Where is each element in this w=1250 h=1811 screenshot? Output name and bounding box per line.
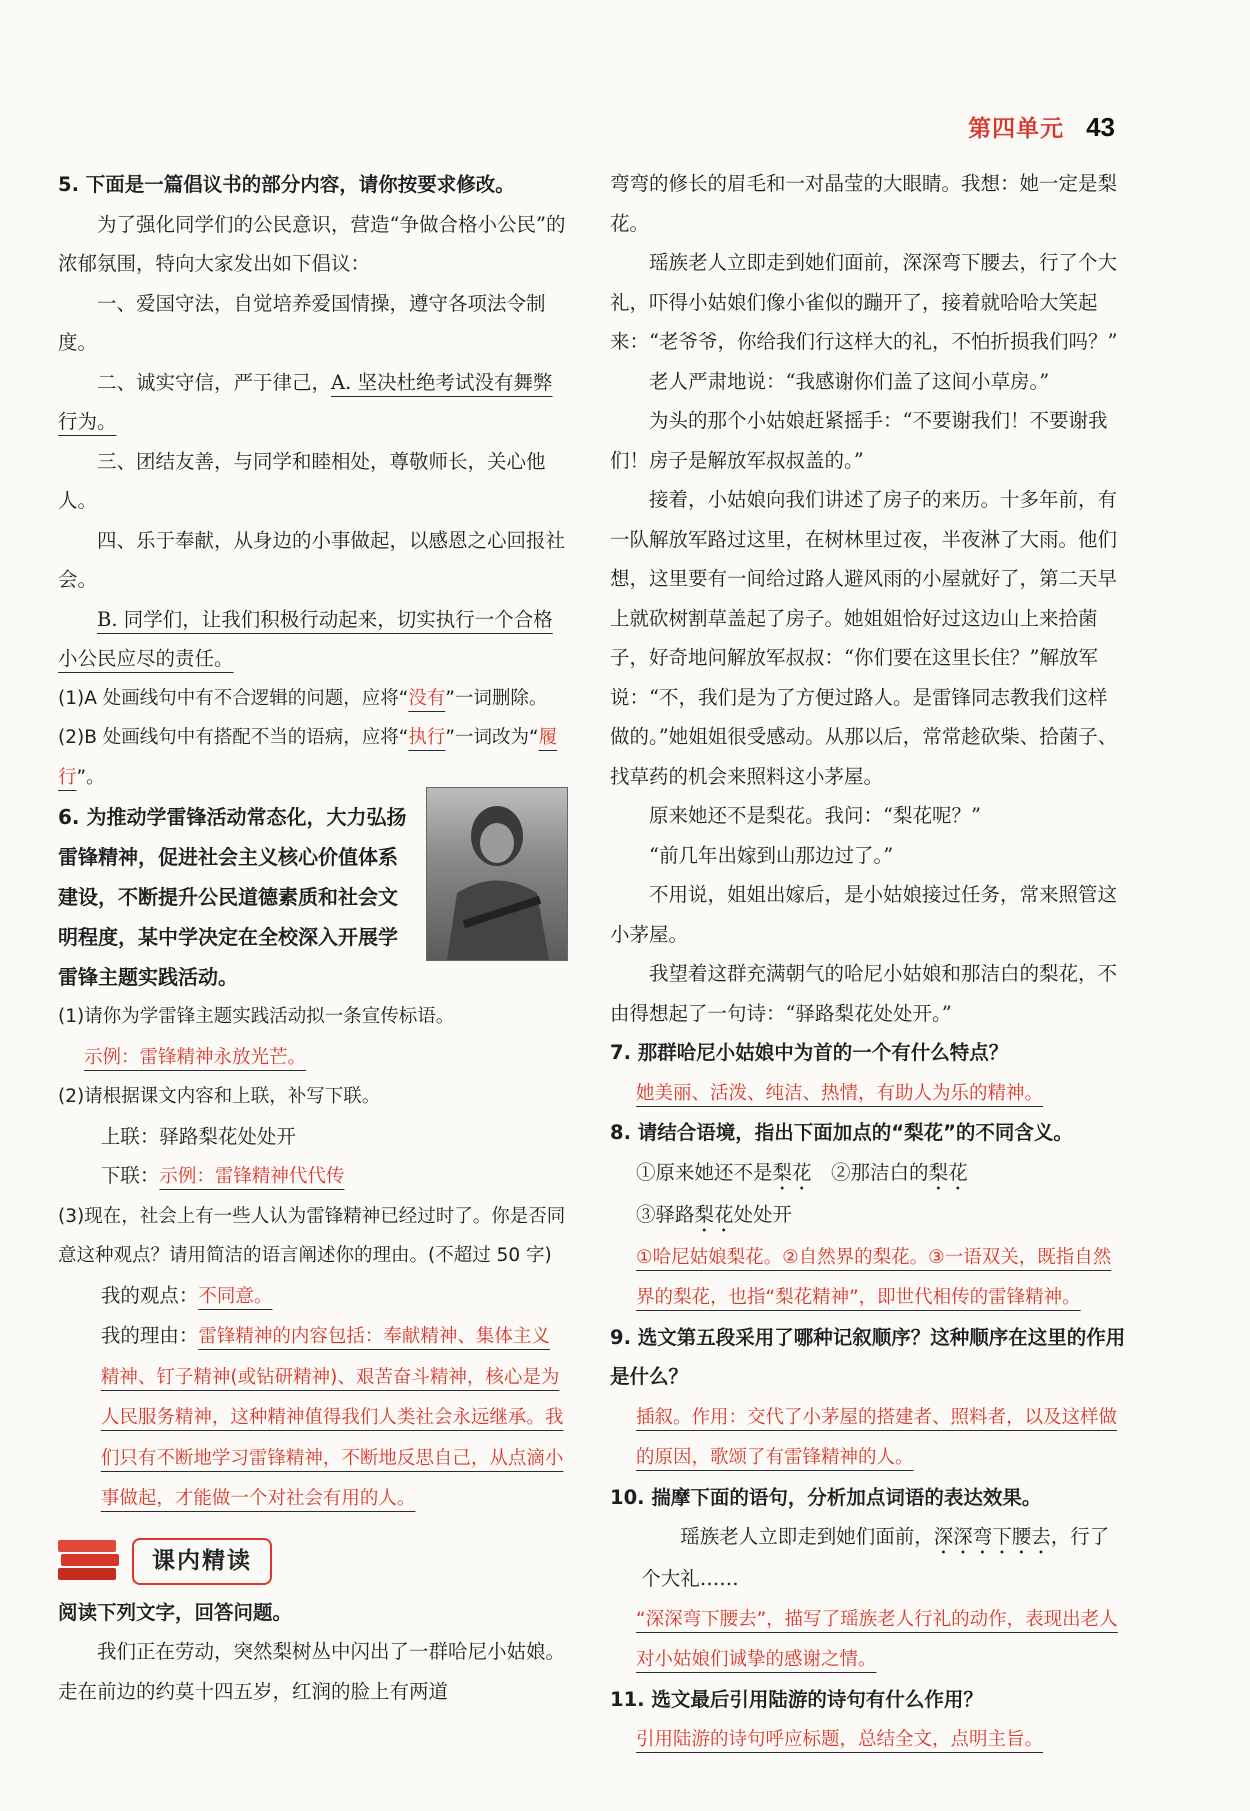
q8-item-1-dotted: 梨花 — [772, 1160, 812, 1184]
q5-sub-1 — [58, 679, 568, 719]
section-title: 课内精读 — [132, 1538, 272, 1586]
passage-p5: 接着，小姑娘向我们讲述了房子的来历。十多年前，有一队解放军路过这里，在树林里过夜，半夜淋了大雨。他们想，这里要有一间给过路人避风雨的小屋就好了，第二天早上就砍树割草盖起了房子。她姐姐恰好过这边山上来拾菌子，好奇地问解放军叔叔：“你们要在这里长住？”解放军说：“不，我们是为了方便过路人。是雷锋同志教我们这样做的。”她姐姐很受感动。从那以后，常常趁砍柴、拾菌子、找草药的机会来照料这小茅屋。 — [610, 488, 1118, 788]
question-5-title: 5. 下面是一篇倡议书的部分内容，请你按要求修改。 — [58, 173, 515, 196]
passage-p2: 瑶族老人立即走到她们面前，深深弯下腰去，行了个大礼，吓得小姑娘们像小雀似的蹦开了，接着就哈哈大笑起来：“老爷爷，你给我们行这样大的礼，不怕折损我们吗？” — [610, 251, 1118, 353]
q8-answer-line — [610, 1237, 1126, 1318]
q6-sub-2: (2)请根据课文内容和上联，补写下联。 — [58, 1086, 381, 1107]
passage-p4: 为头的那个小姑娘赶紧摇手：“不要谢我们！不要谢我们！房子是解放军叔叔盖的。” — [610, 409, 1108, 472]
q8-items-row-2 — [610, 1195, 1126, 1237]
question-6-title: 6. 为推动学雷锋活动常态化，大力弘扬雷锋精神，促进社会主义核心价值体系建设，不断提升公民道德素质和社会文明程度，某中学决定在全校深入开展学雷锋主题实践活动。 — [58, 805, 407, 989]
question-8-title: 8. 请结合语境，指出下面加点的“梨花”的不同含义。 — [610, 1121, 1073, 1144]
passage-p6: 原来她还不是梨花。我问：“梨花呢？” — [649, 804, 981, 827]
q5-s1-text-a: (1)A 处画线句中有不合逻辑的问题，应将“ — [58, 687, 409, 709]
q8-item-3-text-a: ③驿路 — [636, 1202, 695, 1226]
q10-answer-line — [610, 1599, 1126, 1680]
q10-answer[interactable]: “深深弯下腰去”，描写了瑶族老人行礼的动作，表现出老人对小姑娘们诚挚的感谢之情。 — [636, 1608, 1118, 1670]
q11-answer-line — [610, 1719, 1126, 1760]
q5-paragraph-4: 三、团结友善，与同学和睦相处，尊敬师长，关心他人。 — [58, 449, 546, 512]
q8-item-3-dotted: 梨花 — [694, 1202, 734, 1226]
question-9-title: 9. 选文第五段采用了哪种记叙顺序？这种顺序在这里的作用是什么？ — [610, 1325, 1126, 1388]
q6-sub-1: (1)请你为学雷锋主题实践活动拟一条宣传标语。 — [58, 1006, 455, 1027]
q6-view — [58, 1276, 568, 1317]
q5-p6-underlined: B. 同学们，让我们积极行动起来，切实执行一个合格小公民应尽的责任。 — [58, 607, 553, 670]
q5-s2-text-c: ”。 — [76, 766, 105, 788]
q8-item-1-text: ①原来她还不是 — [636, 1160, 773, 1184]
q5-paragraph-6 — [58, 600, 568, 679]
question-11-title: 11. 选文最后引用陆游的诗句有什么作用？ — [610, 1687, 983, 1711]
q5-s2-text-a: (2)B 处画线句中有搭配不当的语病，应将“ — [58, 727, 409, 748]
q9-answer-line — [610, 1397, 1126, 1478]
q6-lower-couplet — [58, 1156, 568, 1197]
passage-p8: 不用说，姐姐出嫁后，是小姑娘接过任务，常来照管这小茅屋。 — [610, 883, 1118, 946]
q6-view-label: 我的观点： — [100, 1283, 199, 1307]
unit-title: 第四单元 — [968, 116, 1065, 142]
q6-lower-answer[interactable]: 示例：雷锋精神代代传 — [159, 1166, 345, 1187]
books-icon — [58, 1536, 122, 1588]
q6-s1-answer[interactable]: 示例：雷锋精神永放光芒。 — [84, 1046, 307, 1068]
q5-paragraph-1: 为了强化同学们的公民意识，营造“争做合格小公民”的浓郁氛围，特向大家发出如下倡议： — [58, 212, 566, 275]
q10-quote-c: ，行了个大礼…… — [641, 1525, 1110, 1590]
page-header — [968, 110, 1115, 143]
q5-paragraph-5: 四、乐于奉献，从身边的小事做起，以感恩之心回报社会。 — [58, 528, 566, 591]
q8-item-2-dotted: 梨花 — [928, 1160, 968, 1184]
q5-paragraph-2: 一、爱国守法，自觉培养爱国情操，遵守各项法令制度。 — [58, 291, 546, 354]
q5-s1-text-b: ”一词删除。 — [445, 687, 548, 709]
q5-p3-text: 二、诚实守信，严于律己， — [97, 370, 332, 394]
q7-answer-line — [610, 1073, 1126, 1114]
q5-p3-underlined: A. 坚决杜绝考试没有舞弊行为。 — [58, 370, 553, 433]
left-column — [58, 165, 568, 1711]
q10-quote-a: 瑶族老人立即走到她们面前， — [680, 1525, 934, 1548]
question-10-title: 10. 揣摩下面的语句，分析加点词语的表达效果。 — [610, 1485, 1042, 1509]
lei-feng-photo — [426, 787, 568, 961]
q7-answer[interactable]: 她美丽、活泼、纯洁、热情，有助人为乐的精神。 — [636, 1082, 1044, 1104]
passage-p3: 老人严肃地说：“我感谢你们盖了这间小草房。” — [649, 369, 1050, 393]
question-7-title: 7. 那群哈尼小姑娘中为首的一个有什么特点？ — [610, 1041, 1009, 1064]
q5-s2-answer-2[interactable]: 履行 — [58, 727, 558, 788]
passage-p1: 弯弯的修长的眉毛和一对晶莹的大眼睛。我想：她一定是梨花。 — [610, 172, 1118, 235]
q6-view-answer[interactable]: 不同意。 — [198, 1285, 273, 1307]
page-number: 43 — [1086, 112, 1115, 142]
passage-p7: “前几年出嫁到山那边过了。” — [649, 843, 894, 867]
q6-reason-answer[interactable]: 雷锋精神的内容包括：奉献精神、集体主义精神、钉子精神(或钻研精神)、艰苦奋斗精神，核心是为人民服务精神，这种精神值得我们人类社会永远继承。我们只有不断地学习雷锋精神，不断地反思自己，从点滴小事做起，才能做一个对社会有用的人。 — [100, 1326, 564, 1509]
q8-answer[interactable]: ①哈尼姑娘梨花。②自然界的梨花。③一语双关，既指自然界的梨花，也指“梨花精神”，即世代相传的雷锋精神。 — [636, 1246, 1112, 1308]
q6-upper-couplet: 上联：驿路梨花处处开 — [100, 1124, 296, 1148]
passage-start: 我们正在劳动，突然梨树丛中闪出了一群哈尼小姑娘。走在前边的约莫十四五岁，红润的脸上有两道 — [58, 1640, 566, 1703]
reading-instruction: 阅读下列文字，回答问题。 — [58, 1600, 293, 1624]
q8-items-row-1 — [610, 1153, 1126, 1195]
q9-answer[interactable]: 插叙。作用：交代了小茅屋的搭建者、照料者，以及这样做的原因，歌颂了有雷锋精神的人。 — [636, 1406, 1118, 1468]
q6-sub-1-answer-line — [58, 1037, 568, 1078]
q6-sub-3: (3)现在，社会上有一些人认为雷锋精神已经过时了。你是否同意这种观点？请用简洁的语言阐述你的理由。(不超过 50 字) — [58, 1205, 566, 1266]
q6-reason-label: 我的理由： — [100, 1324, 199, 1347]
q8-item-3-text-b: 处处开 — [733, 1202, 793, 1226]
section-banner — [58, 1531, 568, 1593]
q5-s2-answer-1[interactable]: 执行 — [408, 727, 446, 748]
q5-paragraph-3 — [58, 363, 568, 442]
q11-answer[interactable]: 引用陆游的诗句呼应标题，总结全文，点明主旨。 — [636, 1729, 1044, 1750]
passage-p9: 我望着这群充满朝气的哈尼小姑娘和那洁白的梨花，不由得想起了一句诗：“驿路梨花处处开。” — [610, 962, 1118, 1025]
q6-reason — [58, 1316, 568, 1519]
q10-quote — [610, 1517, 1126, 1599]
q5-s1-answer[interactable]: 没有 — [408, 687, 446, 709]
q5-sub-2 — [58, 718, 568, 797]
q10-quote-dotted: 深深弯下腰去 — [933, 1525, 1051, 1548]
q6-lower-label: 下联： — [100, 1164, 160, 1187]
question-6 — [58, 797, 568, 997]
q5-s2-text-b: ”一词改为“ — [445, 727, 539, 748]
right-column — [610, 164, 1126, 1760]
q8-item-2-text: ②那洁白的 — [831, 1160, 929, 1184]
